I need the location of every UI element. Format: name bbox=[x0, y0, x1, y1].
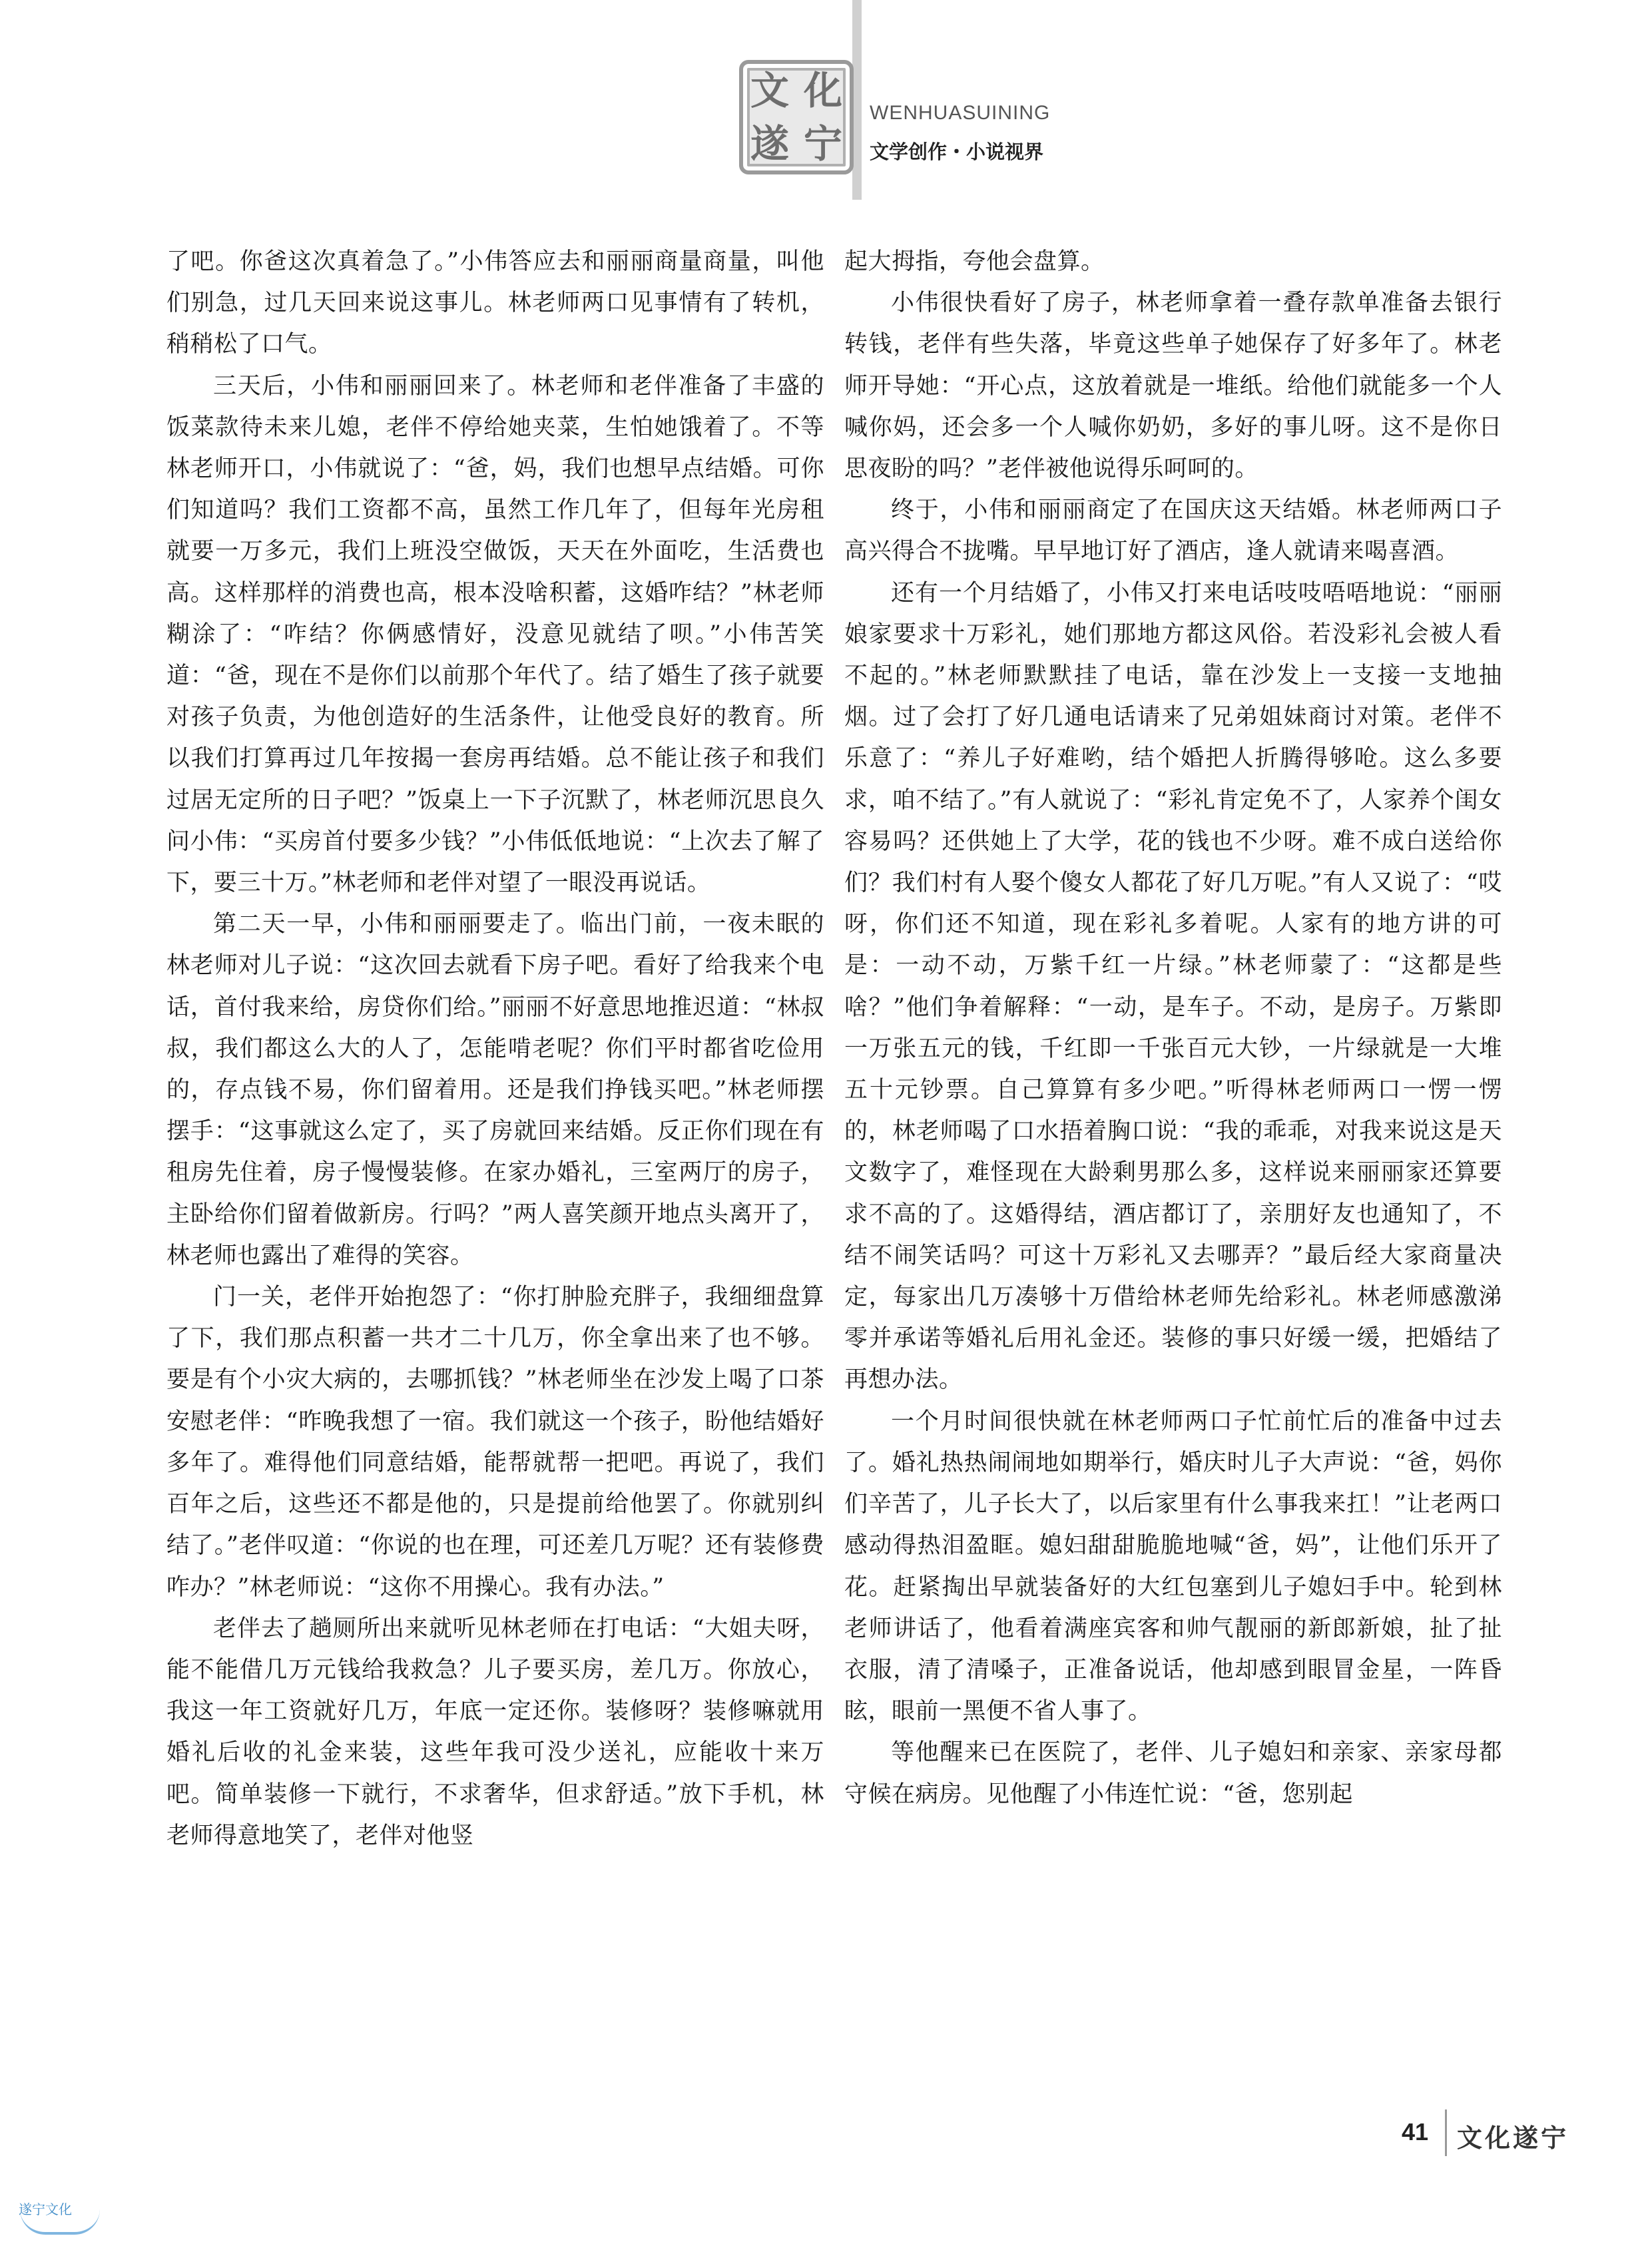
header-divider bbox=[852, 0, 862, 200]
watermark-text: 遂宁文化 bbox=[19, 2203, 72, 2217]
left-column bbox=[166, 241, 824, 1856]
paragraph: 一个月时间很快就在林老师两口子忙前忙后的准备中过去了。婚礼热热闹闹地如期举行，婚庆时儿子大声说：“爸，妈你们辛苦了，儿子长大了，以后家里有什么事我来扛！”让老两口感动得热泪盈眶。媳妇甜甜脆脆地喊“爸，妈”，让他们乐开了花。赶紧掏出早就装备好的大红包塞到儿子媳妇手中。轮到林老师讲话了，他看着满座宾客和帅气靓丽的新郎新娘，扯了扯衣服，清了清嗓子，正准备说话，他却感到眼冒金星，一阵昏眩，眼前一黑便不省人事了。 bbox=[844, 1408, 1502, 1725]
footer-divider bbox=[1445, 2109, 1447, 2156]
logo-char: 文 bbox=[750, 68, 789, 113]
logo-char: 化 bbox=[803, 68, 842, 113]
paragraph: 还有一个月结婚了，小伟又打来电话吱吱唔唔地说：“丽丽娘家要求十万彩礼，她们那地方都这风俗。若没彩礼会被人看不起的。”林老师默默挂了电话，靠在沙发上一支接一支地抽烟。过了会打了好几通电话请来了兄弟姐妹商讨对策。老伴不乐意了：“养儿子好难哟，结个婚把人折腾得够呛。这么多要求，咱不结了。”有人就说了：“彩礼肯定免不了，人家养个闺女容易吗？还供她上了大学，花的钱也不少呀。难不成白送给你们？我们村有人娶个傻女人都花了好几万呢。”有人又说了：“哎呀，你们还不知道，现在彩礼多着呢。人家有的地方讲的可是：一动不动，万紫千红一片绿。”林老师蒙了：“这都是些啥？”他们争着解释：“一动，是车子。不动，是房子。万紫即一万张五元的钱，千红即一千张百元大钞，一片绿就是一大堆五十元钞票。自己算算有多少吧。”听得林老师两口一愣一愣的，林老师喝了口水捂着胸口说：“我的乖乖，对我来说这是天文数字了，难怪现在大龄剩男那么多，这样说来丽丽家还算要求不高的了。这婚得结，酒店都订了，亲朋好友也通知了，不结不闹笑话吗？可这十万彩礼又去哪弄？”最后经大家商量决定，每家出几万凑够十万借给林老师先给彩礼。林老师感激涕零并承诺等婚礼后用礼金还。装修的事只好缓一缓，把婚结了再想办法。 bbox=[844, 579, 1502, 1394]
watermark-logo-icon bbox=[20, 2209, 100, 2235]
brand-english: WENHUASUINING bbox=[870, 102, 1051, 124]
paragraph: 小伟很快看好了房子，林老师拿着一叠存款单准备去银行转钱，老伴有些失落，毕竟这些单子她保存了好多年了。林老师开导她：“开心点，这放着就是一堆纸。给他们就能多一个人喊你妈，还会多一个人喊你奶奶，多好的事儿呀。这不是你日思夜盼的吗？”老伴被他说得乐呵呵的。 bbox=[844, 290, 1502, 483]
paragraph: 终于，小伟和丽丽商定了在国庆这天结婚。林老师两口子高兴得合不拢嘴。早早地订好了酒店，逢人就请来喝喜酒。 bbox=[844, 497, 1502, 565]
paragraph: 老伴去了趟厕所出来就听见林老师在打电话：“大姐夫呀，能不能借几万元钱给我救急？儿子要买房，差几万。你放心，我这一年工资就好几万，年底一定还你。装修呀？装修嘛就用婚礼后收的礼金来装，这些年我可没少送礼，应能收十来万吧。简单装修一下就行，不求奢华，但求舒适。”放下手机，林老师得意地笑了，老伴对他竖 bbox=[166, 1615, 824, 1849]
paragraph: 门一关，老伴开始抱怨了：“你打肿脸充胖子，我细细盘算了下，我们那点积蓄一共才二十几万，你全拿出来了也不够。要是有个小灾大病的，去哪抓钱？”林老师坐在沙发上喝了口茶安慰老伴：“昨晚我想了一宿。我们就这一个孩子，盼他结婚好多年了。难得他们同意结婚，能帮就帮一把吧。再说了，我们百年之后，这些还不都是他的，只是提前给他罢了。你就别纠结了。”老伴叹道：“你说的也在理，可还差几万呢？还有装修费咋办？”林老师说：“这你不用操心。我有办法。” bbox=[166, 1284, 824, 1601]
page-number: 41 bbox=[1402, 2118, 1429, 2145]
magazine-logo-seal bbox=[739, 60, 854, 174]
paragraph: 第二天一早，小伟和丽丽要走了。临出门前，一夜未眠的林老师对儿子说：“这次回去就看下房子吧。看好了给我来个电话，首付我来给，房贷你们给。”丽丽不好意思地推迟道：“林叔叔，我们都这么大的人了，怎能啃老呢？你们平时都省吃俭用的，存点钱不易，你们留着用。还是我们挣钱买吧。”林老师摆摆手：“这事就这么定了，买了房就回来结婚。反正你们现在有租房先住着，房子慢慢装修。在家办婚礼，三室两厅的房子，主卧给你们留着做新房。行吗？”两人喜笑颜开地点头离开了，林老师也露出了难得的笑容。 bbox=[166, 911, 824, 1269]
section-title: 文学创作・小说视界 bbox=[870, 142, 1044, 163]
right-column bbox=[844, 241, 1502, 1815]
paragraph: 了吧。你爸这次真着急了。”小伟答应去和丽丽商量商量，叫他们别急，过几天回来说这事儿。林老师两口见事情有了转机，稍稍松了口气。 bbox=[166, 248, 824, 358]
paragraph: 三天后，小伟和丽丽回来了。林老师和老伴准备了丰盛的饭菜款待未来儿媳，老伴不停给她夹菜，生怕她饿着了。不等林老师开口，小伟就说了：“爸，妈，我们也想早点结婚。可你们知道吗？我们工资都不高，虽然工作几年了，但每年光房租就要一万多元，我们上班没空做饭，天天在外面吃，生活费也高。这样那样的消费也高，根本没啥积蓄，这婚咋结？”林老师糊涂了：“咋结？你俩感情好，没意见就结了呗。”小伟苦笑道：“爸，现在不是你们以前那个年代了。结了婚生了孩子就要对孩子负责，为他创造好的生活条件，让他受良好的教育。所以我们打算再过几年按揭一套房再结婚。总不能让孩子和我们过居无定所的日子吧？”饭桌上一下子沉默了，林老师沉思良久问小伟：“买房首付要多少钱？”小伟低低地说：“上次去了解了下，要三十万。”林老师和老伴对望了一眼没再说话。 bbox=[166, 372, 824, 897]
logo-char: 遂 bbox=[750, 121, 789, 166]
footer-brand: 文化遂宁 bbox=[1457, 2123, 1569, 2153]
logo-char: 宁 bbox=[803, 121, 842, 166]
paragraph: 起大拇指，夸他会盘算。 bbox=[844, 248, 1105, 275]
paragraph: 等他醒来已在医院了，老伴、儿子媳妇和亲家、亲家母都守候在病房。见他醒了小伟连忙说：“爸，您别起 bbox=[844, 1739, 1502, 1808]
